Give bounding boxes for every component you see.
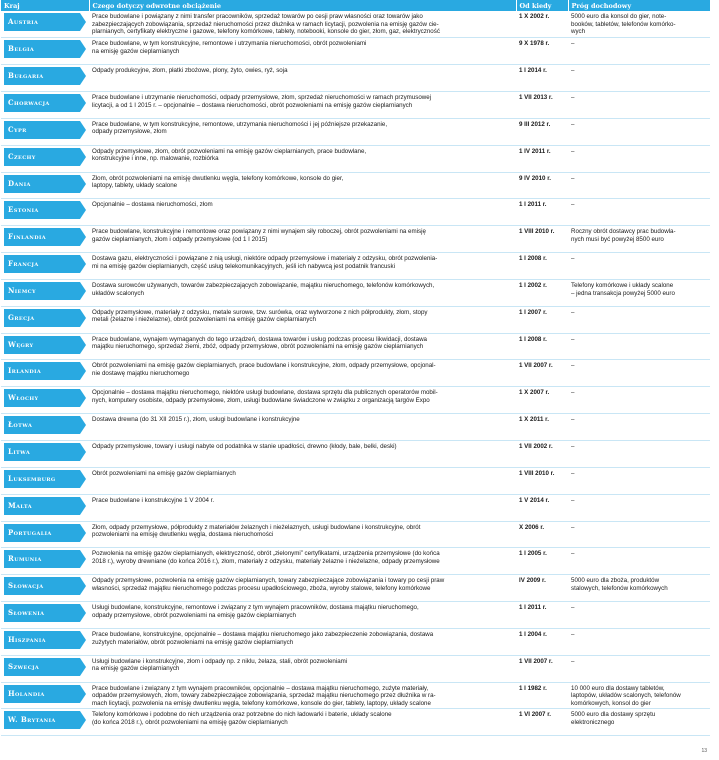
scope-text-line: Złom, obrót pozwoleniami na emisję dwutlenku węgla, telefony komórkowe, konsole do gier,	[92, 174, 344, 182]
country-label: Bułgaria	[4, 67, 80, 85]
threshold-text-line: –	[571, 362, 575, 370]
scope-text-line: Obrót pozwoleniami na emisję gazów cieplarnianych	[92, 469, 236, 477]
since-date: 1 I 1982 r.	[516, 682, 568, 709]
scope-text-line: Prace budowlane i utrzymanie nieruchomości, odpady przemysłowe, złom, sprzedaż nieruchomości w ramach przymusowej	[92, 94, 432, 102]
threshold-cell	[568, 521, 710, 548]
since-date: 1 I 2014 r.	[516, 65, 568, 92]
table-row	[1, 494, 710, 521]
scope-text-line: odpady przemysłowe, złom	[92, 128, 167, 136]
since-date: 1 X 2002 r.	[516, 11, 568, 38]
country-cell	[1, 306, 89, 333]
table-row	[1, 92, 710, 119]
country-cell	[1, 145, 89, 172]
scope-text-line: odpadów przemysłowych, złom, towary zabezpieczające zobowiązania, sprzedaż majątku nieruchomego przez dłużnika w ra-	[92, 692, 436, 700]
table-row	[1, 11, 710, 38]
scope-cell	[89, 145, 516, 172]
scope-cell	[89, 575, 516, 602]
scope-text-line: Usługi budowlane, konstrukcyjne, remontowe i związany z tym wynajem pracowników, dostawa majątku nieruchomego,	[92, 604, 419, 612]
threshold-cell	[568, 65, 710, 92]
scope-text-line: metali (żelazne i nieżelazne), obrót pozwoleniami na emisję gazów cieplarnianych	[92, 316, 316, 324]
country-cell	[1, 441, 89, 468]
country-label: Cypr	[4, 121, 80, 139]
scope-text-line: mach licytacji, pozwolenia na emisję dwutlenku węgla, telefony komórkowe, konsole do gier, tablety, laptopy, układy scalone	[92, 699, 431, 707]
threshold-text-line: –	[571, 147, 575, 155]
table-row	[1, 253, 710, 280]
country-label: Malta	[4, 497, 80, 515]
country-label: Szwecja	[4, 658, 80, 676]
threshold-cell	[568, 118, 710, 145]
table-row	[1, 709, 710, 736]
threshold-text-line: –	[571, 389, 575, 397]
table-row	[1, 333, 710, 360]
country-cell	[1, 92, 89, 119]
threshold-text-line: stalowych, telefonów komórkowych	[571, 584, 668, 592]
threshold-text-line: –	[571, 496, 575, 504]
scope-cell	[89, 655, 516, 682]
scope-text-line: nych, komputery osobiste, odpady przemysłowe, złom, usługi budowlane świadczone w związku z organizacją targów Expo	[92, 396, 430, 404]
country-label: Luksemburg	[4, 470, 80, 488]
country-cell	[1, 65, 89, 92]
country-cell	[1, 548, 89, 575]
scope-text-line: Dostawa gazu, elektryczności i powiązane z nią usługi, niektóre odpady przemysłowe i materiały z odzysku, obrót pozwolenia-	[92, 255, 438, 263]
threshold-cell	[568, 172, 710, 199]
country-label: Węgry	[4, 336, 80, 354]
threshold-text-line: –	[571, 335, 575, 343]
threshold-cell	[568, 602, 710, 629]
scope-text-line: Prace budowlane, w tym konstrukcyjne, remontowe i utrzymania nieruchomości, obrót pozwoleniami	[92, 40, 367, 48]
scope-text-line: Prace budowlane, konstrukcyjne i remontowe oraz powiązany z nimi wynajem siły roboczej, obrót pozwoleniami na emisję	[92, 228, 426, 236]
scope-text-line: Odpady przemysłowe, złom, obrót pozwoleniami na emisję gazów cieplarnianych, prace budowlane,	[92, 147, 367, 155]
since-date: 1 VI 2007 r.	[516, 709, 568, 736]
table-row	[1, 628, 710, 655]
threshold-text-line: komórkowych, konsol do gier	[571, 699, 651, 707]
threshold-cell	[568, 441, 710, 468]
threshold-cell	[568, 494, 710, 521]
scope-text-line: Prace budowlane i związany z tym wynajem pracowników, opcjonalnie – dostawa majątku nieruchomego, zużyte materiały,	[92, 684, 429, 692]
table-row	[1, 521, 710, 548]
scope-cell	[89, 253, 516, 280]
table-row	[1, 118, 710, 145]
table-row	[1, 360, 710, 387]
country-cell	[1, 172, 89, 199]
scope-cell	[89, 709, 516, 736]
table-header-row	[1, 0, 710, 11]
threshold-text-line: –	[571, 94, 575, 102]
country-cell	[1, 226, 89, 253]
country-cell	[1, 682, 89, 709]
threshold-cell	[568, 226, 710, 253]
country-cell	[1, 11, 89, 38]
threshold-text-line: –	[571, 120, 575, 128]
table-row	[1, 467, 710, 494]
scope-cell	[89, 118, 516, 145]
threshold-cell	[568, 306, 710, 333]
country-cell	[1, 253, 89, 280]
scope-text-line: gazów cieplarnianych, złom i odpady przemysłowe (od 1 I 2015)	[92, 235, 268, 243]
table-row	[1, 575, 710, 602]
scope-text-line: Prace budowlane i powiązany z nimi transfer pracowników, sprzedaż towarów po cesji praw własności oraz towarów jako	[92, 13, 423, 20]
scope-cell	[89, 441, 516, 468]
country-cell	[1, 414, 89, 441]
scope-text-line: Odpady przemysłowe, towary i usługi nabyte od podatnika w stanie upadłości, drewno (kłody, bale, belki, deski)	[92, 443, 397, 450]
scope-text-line: Prace budowlane, konstrukcyjne, opcjonalnie – dostawa majątku nieruchomego jako zabezpieczenie zobowiązania, dostawa	[92, 630, 434, 638]
threshold-text-line: –	[571, 630, 575, 638]
threshold-text-line: –	[571, 308, 575, 316]
since-date: 1 I 2008 r.	[516, 333, 568, 360]
country-label: Francja	[4, 255, 80, 273]
header-scope: Czego dotyczy odwrotne obciążenie	[89, 0, 516, 11]
threshold-text-line: laptopów, układów scalonych, telefonów	[571, 692, 681, 700]
table-body	[1, 11, 710, 736]
since-date: 1 I 2008 r.	[516, 253, 568, 280]
threshold-cell	[568, 709, 710, 736]
scope-text-line: Prace budowlane i konstrukcyjne 1 V 2004 r.	[92, 496, 215, 504]
threshold-text-line: booków, tabletów, telefonów komórko-	[571, 20, 676, 28]
scope-text-line: Odpady produkcyjne, złom, płatki zbożowe, plony, żyto, owies, ryż, soja	[92, 67, 288, 75]
table-row	[1, 172, 710, 199]
table-row	[1, 655, 710, 682]
threshold-cell	[568, 199, 710, 226]
page-number: 13	[701, 748, 707, 754]
threshold-text-line: –	[571, 550, 575, 558]
country-label: Portugalia	[4, 524, 80, 542]
scope-text-line: Odpady przemysłowe, materiały z odzysku, metale surowe, tzw. surówka, oraz wytworzone z nich półprodukty, złom, stopy	[92, 308, 428, 316]
threshold-text-line: –	[571, 201, 575, 209]
scope-cell	[89, 38, 516, 65]
country-cell	[1, 387, 89, 414]
country-label: Finlandia	[4, 228, 80, 246]
header-country: Kraj	[1, 0, 89, 11]
scope-text-line: Telefony komórkowe i podobne do nich urządzenia oraz potrzebne do nich ładowarki i baterie, układy scalone	[92, 711, 392, 719]
since-date: 1 VII 2007 r.	[516, 360, 568, 387]
country-label: Chorwacja	[4, 94, 80, 112]
table-row	[1, 387, 710, 414]
scope-cell	[89, 467, 516, 494]
country-cell	[1, 628, 89, 655]
country-label: Czechy	[4, 148, 80, 166]
scope-text-line: na emisję gazów cieplarnianych	[92, 47, 180, 55]
threshold-text-line: 5000 euro dla konsol do gier, note-	[571, 13, 667, 20]
threshold-text-line: –	[571, 67, 575, 75]
since-date: 1 VIII 2010 r.	[516, 226, 568, 253]
threshold-text-line: nych musi być powyżej 8500 euro	[571, 235, 664, 243]
since-date: 1 I 2011 r.	[516, 602, 568, 629]
since-date: 9 IV 2010 r.	[516, 172, 568, 199]
threshold-text-line: Telefony komórkowe i układy scalone	[571, 281, 674, 289]
scope-cell	[89, 279, 516, 306]
threshold-cell	[568, 548, 710, 575]
country-cell	[1, 279, 89, 306]
scope-text-line: Pozwolenia na emisję gazów cieplarnianych, elektryczność, obrót „zielonymi” certyfikatami, urządzenia przemysłowe (do końca	[92, 550, 440, 558]
threshold-text-line: – jedna transakcja powyżej 5000 euro	[571, 289, 675, 297]
scope-cell	[89, 11, 516, 38]
table-row	[1, 226, 710, 253]
threshold-cell	[568, 575, 710, 602]
table-row	[1, 145, 710, 172]
country-label: Estonia	[4, 201, 80, 219]
scope-text-line: laptopy, tablety, układy scalone	[92, 182, 178, 190]
threshold-cell	[568, 655, 710, 682]
threshold-text-line: 5000 euro dla zboża, produktów	[571, 577, 660, 585]
scope-text-line: Odpady przemysłowe, pozwolenia na emisję gazów cieplarnianych, towary zabezpieczające zobowiązania i towary po cesji praw	[92, 577, 445, 585]
since-date: 1 I 2005 r.	[516, 548, 568, 575]
since-date: 1 VII 2013 r.	[516, 92, 568, 119]
threshold-text-line: –	[571, 469, 575, 477]
country-cell	[1, 575, 89, 602]
threshold-cell	[568, 414, 710, 441]
country-label: Grecja	[4, 309, 80, 327]
threshold-text-line: –	[571, 523, 575, 531]
reverse-charge-table	[1, 0, 711, 736]
scope-text-line: pozwoleniami na emisję dwutlenku węgla, dostawa nieruchomości	[92, 531, 274, 539]
since-date: X 2006 r.	[516, 521, 568, 548]
country-label: Hiszpania	[4, 631, 80, 649]
scope-cell	[89, 333, 516, 360]
country-label: Rumunia	[4, 550, 80, 568]
scope-text-line: Opcjonalnie – dostawa nieruchomości, złom	[92, 201, 213, 209]
country-cell	[1, 199, 89, 226]
since-date: IV 2009 r.	[516, 575, 568, 602]
scope-text-line: zużytych materiałów, obrót pozwoleniami na emisję gazów cieplarnianych	[92, 638, 294, 646]
header-threshold: Próg dochodowy	[568, 0, 710, 11]
country-label: Włochy	[4, 389, 80, 407]
since-date: 1 X 2007 r.	[516, 387, 568, 414]
table-row	[1, 548, 710, 575]
scope-text-line: zabezpieczających zobowiązania, sprzedaż nieruchomości przez dłużnika w ramach licytacji, pozwolenia na emisję gazów cie-	[92, 20, 439, 28]
country-cell	[1, 602, 89, 629]
scope-text-line: Obrót pozwoleniami na emisję gazów cieplarnianych, prace budowlane i konstrukcyjne, złom, odpady przemysłowe, opcjonal-	[92, 362, 436, 370]
country-cell	[1, 38, 89, 65]
scope-text-line: Prace budowlane, wynajem wymaganych do tego urządzeń, dostawa towarów i usług podczas procesu likwidacji, dostawa	[92, 335, 427, 343]
scope-cell	[89, 92, 516, 119]
threshold-cell	[568, 92, 710, 119]
scope-text-line: Opcjonalnie – dostawa majątku nieruchomego, niektóre usługi budowlane, dostawa sprzętu dla publicznych operatorów mobil-	[92, 389, 438, 397]
scope-cell	[89, 548, 516, 575]
country-cell	[1, 118, 89, 145]
since-date: 1 I 2011 r.	[516, 199, 568, 226]
country-label: Dania	[4, 175, 80, 193]
threshold-cell	[568, 360, 710, 387]
since-date: 1 VIII 2010 r.	[516, 467, 568, 494]
threshold-text-line: –	[571, 443, 575, 450]
threshold-text-line: 10 000 euro dla dostawy tabletów,	[571, 684, 665, 692]
country-cell	[1, 467, 89, 494]
country-label: Irlandia	[4, 362, 80, 380]
table-row	[1, 65, 710, 92]
table-row	[1, 441, 710, 468]
threshold-cell	[568, 11, 710, 38]
scope-text-line: na emisję gazów cieplarnianych	[92, 665, 180, 673]
country-cell	[1, 333, 89, 360]
since-date: 1 I 2007 r.	[516, 306, 568, 333]
country-label: Belgia	[4, 40, 80, 58]
scope-cell	[89, 65, 516, 92]
scope-text-line: plarnianych, certyfikaty elektryczne i gazowe, telefony komórkowe, tablety, notebooki, konsole do gier, złom, gaz, elektryczność	[92, 28, 440, 36]
since-date: 1 I 2004 r.	[516, 628, 568, 655]
threshold-text-line: –	[571, 657, 575, 665]
since-date: 1 X 2011 r.	[516, 414, 568, 441]
threshold-text-line: –	[571, 174, 575, 182]
table-row	[1, 279, 710, 306]
country-cell	[1, 709, 89, 736]
since-date: 1 IV 2011 r.	[516, 145, 568, 172]
scope-cell	[89, 172, 516, 199]
since-date: 9 III 2012 r.	[516, 118, 568, 145]
scope-text-line: (do końca 2018 r.), obrót pozwoleniami na emisję gazów cieplarnianych	[92, 719, 288, 727]
scope-cell	[89, 602, 516, 629]
scope-cell	[89, 521, 516, 548]
table-row	[1, 602, 710, 629]
header-since: Od kiedy	[516, 0, 568, 11]
scope-cell	[89, 414, 516, 441]
scope-text-line: Dostawa drewna (do 31 XII 2015 r.), złom, usługi budowlane i konstrukcyjne	[92, 416, 300, 424]
scope-cell	[89, 360, 516, 387]
scope-text-line: 2018 r.), wyroby drewniane (do końca 2016 r.), złom, materiały z odzysku, materiały żelazne i nieżelazne, odpady przemysłowe	[92, 557, 440, 565]
scope-text-line: układów scalonych	[92, 289, 144, 297]
scope-cell	[89, 628, 516, 655]
country-label: Austria	[4, 13, 80, 31]
country-cell	[1, 521, 89, 548]
threshold-cell	[568, 682, 710, 709]
scope-text-line: mi na emisję gazów cieplarnianych, część usług telekomunikacyjnych, jeśli ich nabywcą jest podatnik francuski	[92, 262, 395, 270]
since-date: 1 VII 2002 r.	[516, 441, 568, 468]
scope-text-line: konstrukcyjne i inne, np. malowanie, rozbiórka	[92, 155, 219, 163]
scope-cell	[89, 306, 516, 333]
table-row	[1, 38, 710, 65]
scope-cell	[89, 226, 516, 253]
threshold-text-line: elektronicznego	[571, 719, 615, 727]
table-row	[1, 414, 710, 441]
scope-text-line: Usługi budowlane i konstrukcyjne, złom i odpady np. z niklu, żelaza, stali, obrót pozwoleniami	[92, 657, 348, 665]
country-label: Litwa	[4, 443, 80, 461]
scope-text-line: własności, sprzedaż majątku nieruchomego podczas procesu upadłościowego, zboża, wyroby stalowe, telefony komórkowe	[92, 584, 431, 592]
since-date: 9 X 1978 r.	[516, 38, 568, 65]
scope-text-line: Złom, odpady przemysłowe, półprodukty z materiałów żelaznych i nieżelaznych, usługi budowlane i konstrukcyjne, obrót	[92, 523, 421, 531]
threshold-cell	[568, 38, 710, 65]
threshold-text-line: –	[571, 604, 575, 612]
threshold-cell	[568, 333, 710, 360]
since-date: 1 I 2002 r.	[516, 279, 568, 306]
scope-text-line: Dostawa surowców używanych, towarów zabezpieczających zobowiązanie, majątku nieruchomego, telefonów komórkowych,	[92, 281, 435, 289]
threshold-cell	[568, 279, 710, 306]
threshold-cell	[568, 253, 710, 280]
threshold-cell	[568, 145, 710, 172]
country-label: Słowenia	[4, 604, 80, 622]
country-label: Słowacja	[4, 577, 80, 595]
country-cell	[1, 360, 89, 387]
country-label: Łotwa	[4, 416, 80, 434]
table-row	[1, 199, 710, 226]
threshold-text-line: –	[571, 255, 575, 263]
scope-text-line: nie dostawę majątku nieruchomego	[92, 370, 190, 378]
scope-text-line: odpady przemysłowe, obrót pozwoleniami na emisję gazów cieplarnianych	[92, 611, 296, 619]
country-cell	[1, 494, 89, 521]
country-label: W. Brytania	[4, 711, 80, 729]
threshold-text-line: Roczny obrót dostawcy prac budowla-	[571, 228, 676, 236]
scope-text-line: Prace budowlane, w tym konstrukcyjne, remontowe, utrzymania nieruchomości i jej późniejsze przekazanie,	[92, 120, 388, 128]
threshold-cell	[568, 387, 710, 414]
scope-cell	[89, 682, 516, 709]
country-label: Niemcy	[4, 282, 80, 300]
threshold-text-line: –	[571, 416, 575, 424]
threshold-text-line: wych	[571, 28, 586, 36]
table-row	[1, 682, 710, 709]
table-row	[1, 306, 710, 333]
country-cell	[1, 655, 89, 682]
threshold-cell	[568, 628, 710, 655]
scope-cell	[89, 199, 516, 226]
threshold-text-line: 5000 euro dla dostawy sprzętu	[571, 711, 656, 719]
scope-cell	[89, 494, 516, 521]
since-date: 1 V 2014 r.	[516, 494, 568, 521]
scope-text-line: licytacji, a od 1 I 2015 r. – opcjonalnie – dostawa nieruchomości, obrót pozwoleniami na emisję gazów cieplarnianych	[92, 101, 413, 109]
country-label: Holandia	[4, 685, 80, 703]
threshold-text-line: –	[571, 40, 575, 48]
scope-text-line: majątku nieruchomego, sprzedaż ziemi, zbóż, odpady przemysłowe, obrót pozwoleniami na emisję gazów cieplarnianych	[92, 343, 424, 351]
scope-cell	[89, 387, 516, 414]
threshold-cell	[568, 467, 710, 494]
since-date: 1 VII 2007 r.	[516, 655, 568, 682]
